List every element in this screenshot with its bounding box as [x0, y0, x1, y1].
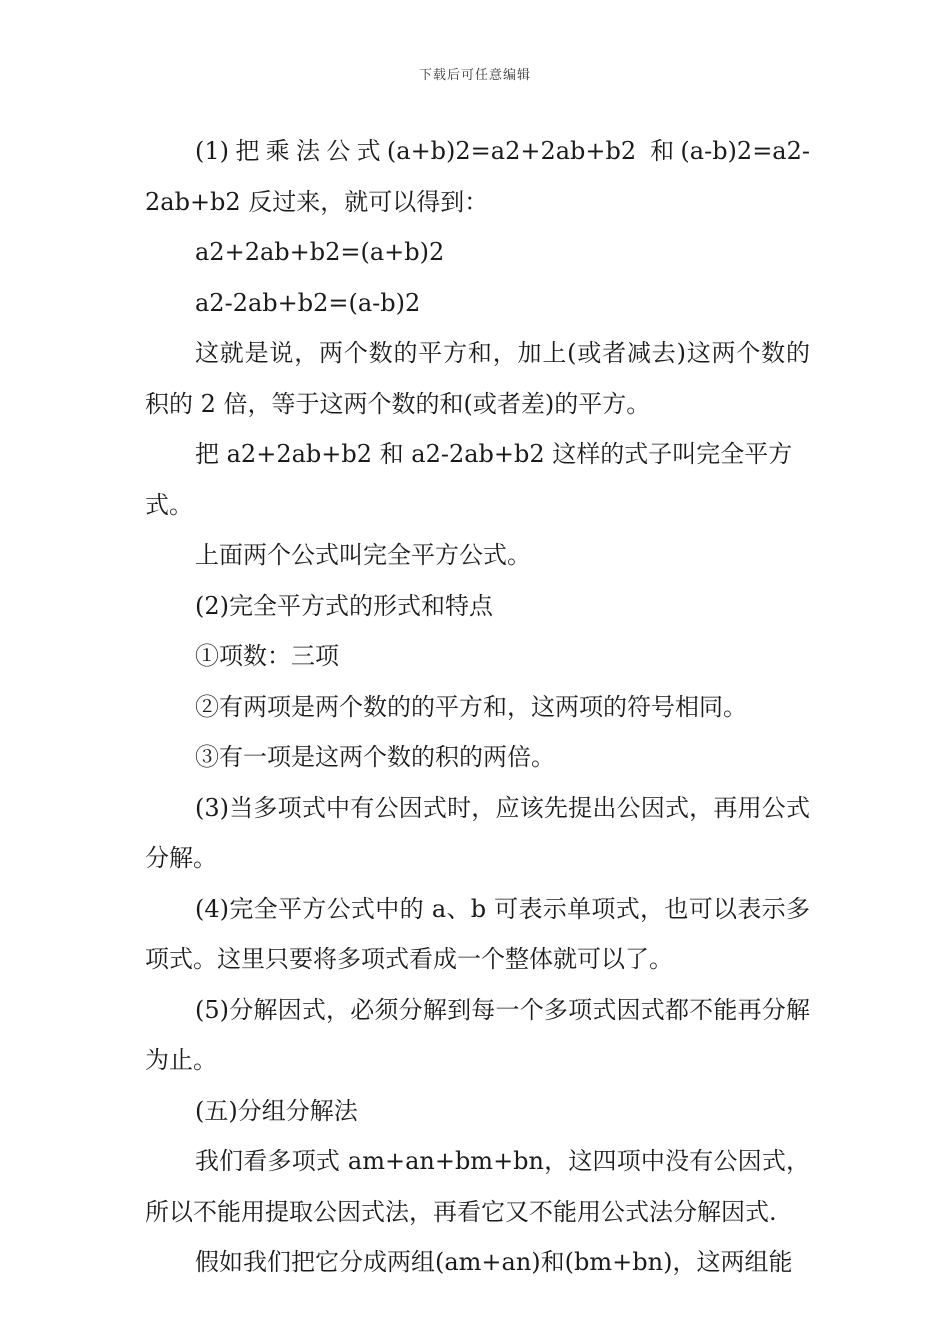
paragraph-monomial-polynomial: (4)完全平方公式中的 a、b 可表示单项式，也可以表示多项式。这里只要将多项式看成一个整体就可以了。 — [145, 894, 810, 973]
paragraph-formula-intro: (1)把乘法公式(a+b)2=a2+2ab+b2 和(a-b)2=a2-2ab+b2 反过来，就可以得到： — [145, 137, 810, 216]
paragraph-common-factor: (3)当多项式中有公因式时，应该先提出公因式，再用公式分解。 — [145, 793, 810, 872]
paragraph-complete-factoring: (5)分解因式，必须分解到每一个多项式因式都不能再分解为止。 — [145, 995, 810, 1074]
list-item-double-product: ③有一项是这两个数的积的两倍。 — [195, 743, 555, 771]
page-header: 下载后可任意编辑 — [418, 68, 531, 83]
paragraph-grouping-example: 我们看多项式 am+an+bm+bn，这四项中没有公因式，所以不能用提取公因式法，再看它又不能用公式法分解因式. — [145, 1147, 810, 1226]
paragraph-explanation: 这就是说，两个数的平方和，加上(或者减去)这两个数的积的 2 倍，等于这两个数的和(或者差)的平方。 — [145, 339, 810, 418]
paragraph-formula-name: 上面两个公式叫完全平方公式。 — [195, 541, 531, 569]
document-body — [145, 126, 810, 1288]
section-heading-features: (2)完全平方式的形式和特点 — [195, 591, 493, 620]
formula-square-sum: a2+2ab+b2=(a+b)2 — [195, 238, 445, 266]
paragraph-grouping-split: 假如我们把它分成两组(am+an)和(bm+bn)，这两组能 — [195, 1248, 793, 1276]
formula-square-difference: a2-2ab+b2=(a-b)2 — [195, 288, 421, 317]
list-item-square-terms: ②有两项是两个数的的平方和，这两项的符号相同。 — [195, 692, 747, 721]
list-item-term-count: ①项数：三项 — [195, 642, 339, 670]
paragraph-perfect-square-definition: 把 a2+2ab+b2 和 a2-2ab+b2 这样的式子叫完全平方式。 — [145, 440, 793, 519]
section-heading-grouping: (五)分组分解法 — [195, 1096, 358, 1125]
